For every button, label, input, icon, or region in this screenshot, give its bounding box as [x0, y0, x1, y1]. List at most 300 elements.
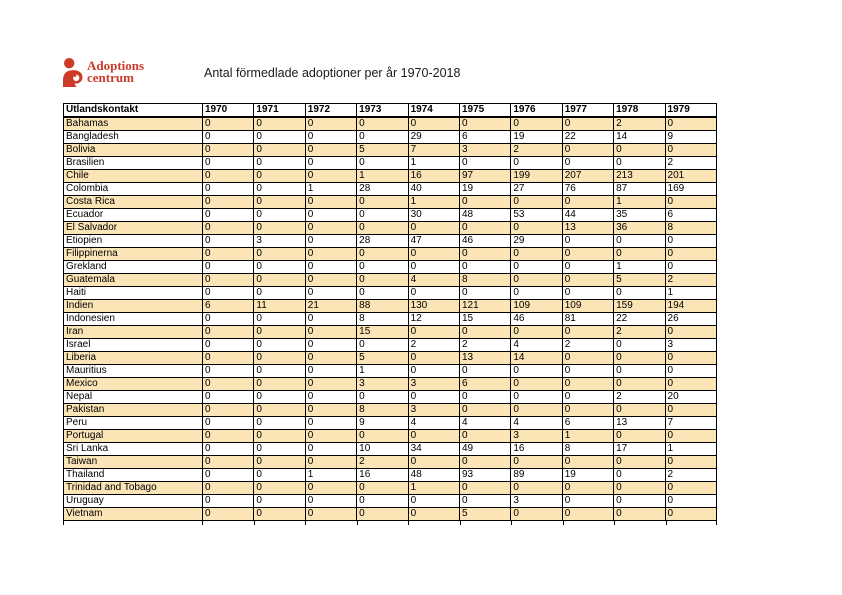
value-cell: 4 [511, 339, 562, 352]
value-cell: 2 [614, 117, 665, 131]
value-cell: 0 [357, 117, 408, 131]
value-cell: 2 [614, 391, 665, 404]
value-cell: 0 [408, 248, 459, 261]
country-cell: Indien [64, 300, 203, 313]
value-cell: 22 [614, 313, 665, 326]
table-row [64, 469, 717, 482]
value-cell: 0 [203, 287, 254, 300]
grid-tick [63, 521, 64, 525]
value-cell: 0 [203, 339, 254, 352]
value-cell: 0 [203, 326, 254, 339]
country-cell: Israel [64, 339, 203, 352]
adoptionscentrum-logo [62, 57, 144, 87]
value-cell: 0 [408, 261, 459, 274]
value-cell: 2 [408, 339, 459, 352]
table-head [64, 104, 717, 118]
value-cell: 1 [408, 482, 459, 495]
value-cell: 0 [357, 339, 408, 352]
value-cell: 0 [562, 144, 613, 157]
country-cell: Portugal [64, 430, 203, 443]
value-cell: 0 [254, 117, 305, 131]
value-cell: 0 [254, 404, 305, 417]
value-cell: 36 [614, 222, 665, 235]
value-cell: 1 [357, 365, 408, 378]
value-cell: 0 [614, 378, 665, 391]
value-cell: 0 [562, 287, 613, 300]
adoptionscentrum-logo-icon [62, 58, 83, 87]
value-cell: 29 [408, 131, 459, 144]
value-cell: 9 [357, 417, 408, 430]
value-cell: 0 [254, 482, 305, 495]
value-cell: 213 [614, 170, 665, 183]
value-cell: 3 [511, 495, 562, 508]
value-cell: 169 [665, 183, 716, 196]
value-cell: 0 [665, 404, 716, 417]
column-header-year-1975: 1975 [459, 104, 510, 118]
column-header-year-1971: 1971 [254, 104, 305, 118]
value-cell: 0 [357, 482, 408, 495]
value-cell: 16 [511, 443, 562, 456]
value-cell: 0 [203, 365, 254, 378]
value-cell: 0 [357, 248, 408, 261]
value-cell: 0 [562, 365, 613, 378]
table-row [64, 196, 717, 209]
value-cell: 0 [511, 222, 562, 235]
value-cell: 0 [614, 144, 665, 157]
value-cell: 0 [614, 248, 665, 261]
value-cell: 0 [511, 248, 562, 261]
value-cell: 0 [614, 339, 665, 352]
value-cell: 0 [459, 456, 510, 469]
table-row [64, 339, 717, 352]
value-cell: 0 [562, 482, 613, 495]
country-cell: Iran [64, 326, 203, 339]
value-cell: 0 [408, 287, 459, 300]
table-row [64, 508, 717, 521]
value-cell: 0 [305, 391, 356, 404]
adoptions-table [63, 103, 717, 521]
value-cell: 0 [459, 365, 510, 378]
value-cell: 3 [511, 430, 562, 443]
logo-line-1: Adoptions [87, 58, 145, 73]
grid-tick [305, 521, 306, 525]
country-cell: Peru [64, 417, 203, 430]
value-cell: 0 [203, 261, 254, 274]
value-cell: 8 [459, 274, 510, 287]
value-cell: 28 [357, 235, 408, 248]
value-cell: 0 [511, 326, 562, 339]
table-body [64, 117, 717, 521]
table-row [64, 352, 717, 365]
table-row [64, 183, 717, 196]
value-cell: 0 [614, 469, 665, 482]
grid-tick [716, 521, 717, 525]
value-cell: 0 [203, 352, 254, 365]
value-cell: 0 [562, 117, 613, 131]
value-cell: 17 [614, 443, 665, 456]
table-row [64, 261, 717, 274]
value-cell: 1 [305, 183, 356, 196]
value-cell: 0 [511, 157, 562, 170]
value-cell: 0 [203, 482, 254, 495]
value-cell: 0 [408, 495, 459, 508]
value-cell: 0 [665, 117, 716, 131]
value-cell: 0 [357, 391, 408, 404]
value-cell: 0 [305, 170, 356, 183]
value-cell: 0 [614, 235, 665, 248]
grid-tick [460, 521, 461, 525]
value-cell: 0 [305, 261, 356, 274]
value-cell: 0 [254, 144, 305, 157]
value-cell: 14 [614, 131, 665, 144]
value-cell: 0 [305, 430, 356, 443]
value-cell: 8 [357, 313, 408, 326]
value-cell: 0 [203, 144, 254, 157]
value-cell: 4 [408, 417, 459, 430]
value-cell: 48 [459, 209, 510, 222]
value-cell: 0 [305, 248, 356, 261]
value-cell: 0 [562, 326, 613, 339]
value-cell: 0 [305, 495, 356, 508]
country-cell: Trinidad and Tobago [64, 482, 203, 495]
value-cell: 0 [254, 417, 305, 430]
country-cell: Haiti [64, 287, 203, 300]
value-cell: 0 [203, 248, 254, 261]
value-cell: 0 [203, 508, 254, 521]
value-cell: 0 [459, 261, 510, 274]
value-cell: 1 [614, 261, 665, 274]
value-cell: 0 [305, 196, 356, 209]
table-row [64, 209, 717, 222]
country-cell: Thailand [64, 469, 203, 482]
value-cell: 0 [203, 404, 254, 417]
value-cell: 0 [459, 430, 510, 443]
value-cell: 9 [665, 131, 716, 144]
value-cell: 0 [254, 365, 305, 378]
value-cell: 0 [203, 131, 254, 144]
value-cell: 0 [305, 144, 356, 157]
value-cell: 93 [459, 469, 510, 482]
value-cell: 0 [305, 508, 356, 521]
value-cell: 0 [562, 274, 613, 287]
value-cell: 0 [203, 117, 254, 131]
value-cell: 0 [357, 209, 408, 222]
logo-line-2: centrum [87, 70, 134, 85]
value-cell: 130 [408, 300, 459, 313]
value-cell: 13 [459, 352, 510, 365]
value-cell: 97 [459, 170, 510, 183]
table-row [64, 117, 717, 131]
country-cell: Ecuador [64, 209, 203, 222]
country-cell: Guatemala [64, 274, 203, 287]
value-cell: 0 [254, 469, 305, 482]
value-cell: 0 [254, 508, 305, 521]
value-cell: 0 [203, 157, 254, 170]
grid-tick [614, 521, 615, 525]
value-cell: 0 [665, 456, 716, 469]
table-row [64, 248, 717, 261]
value-cell: 0 [562, 157, 613, 170]
table-row [64, 482, 717, 495]
value-cell: 20 [665, 391, 716, 404]
value-cell: 0 [459, 196, 510, 209]
value-cell: 40 [408, 183, 459, 196]
value-cell: 0 [357, 508, 408, 521]
table-row [64, 131, 717, 144]
value-cell: 0 [203, 170, 254, 183]
value-cell: 0 [665, 378, 716, 391]
table-row [64, 417, 717, 430]
value-cell: 34 [408, 443, 459, 456]
value-cell: 0 [305, 313, 356, 326]
value-cell: 0 [562, 456, 613, 469]
value-cell: 53 [511, 209, 562, 222]
table-row [64, 443, 717, 456]
value-cell: 0 [305, 117, 356, 131]
value-cell: 0 [357, 261, 408, 274]
value-cell: 0 [459, 248, 510, 261]
table-continuation-ticks [63, 521, 717, 525]
value-cell: 0 [459, 117, 510, 131]
grid-tick [357, 521, 358, 525]
value-cell: 0 [614, 456, 665, 469]
value-cell: 46 [459, 235, 510, 248]
value-cell: 1 [408, 196, 459, 209]
value-cell: 1 [357, 170, 408, 183]
value-cell: 11 [254, 300, 305, 313]
value-cell: 14 [511, 352, 562, 365]
value-cell: 0 [665, 365, 716, 378]
value-cell: 8 [357, 404, 408, 417]
value-cell: 76 [562, 183, 613, 196]
value-cell: 0 [562, 261, 613, 274]
value-cell: 0 [614, 352, 665, 365]
value-cell: 0 [408, 430, 459, 443]
value-cell: 2 [665, 469, 716, 482]
column-header-year-1979: 1979 [665, 104, 716, 118]
grid-tick [666, 521, 667, 525]
value-cell: 0 [614, 157, 665, 170]
value-cell: 0 [408, 117, 459, 131]
value-cell: 0 [203, 209, 254, 222]
value-cell: 88 [357, 300, 408, 313]
table-row [64, 456, 717, 469]
value-cell: 0 [357, 274, 408, 287]
value-cell: 0 [511, 404, 562, 417]
value-cell: 0 [614, 365, 665, 378]
country-cell: Bangladesh [64, 131, 203, 144]
value-cell: 3 [357, 378, 408, 391]
value-cell: 0 [357, 495, 408, 508]
table-row [64, 235, 717, 248]
value-cell: 0 [665, 430, 716, 443]
value-cell: 16 [357, 469, 408, 482]
value-cell: 2 [665, 157, 716, 170]
table-row [64, 300, 717, 313]
table-row [64, 157, 717, 170]
value-cell: 0 [562, 248, 613, 261]
country-cell: Mexico [64, 378, 203, 391]
table-row [64, 313, 717, 326]
value-cell: 0 [459, 287, 510, 300]
value-cell: 0 [305, 157, 356, 170]
value-cell: 19 [459, 183, 510, 196]
value-cell: 89 [511, 469, 562, 482]
value-cell: 0 [408, 326, 459, 339]
value-cell: 0 [254, 170, 305, 183]
value-cell: 0 [254, 274, 305, 287]
column-header-year-1973: 1973 [357, 104, 408, 118]
value-cell: 7 [408, 144, 459, 157]
value-cell: 1 [614, 196, 665, 209]
column-header-year-1977: 1977 [562, 104, 613, 118]
table-row [64, 430, 717, 443]
value-cell: 0 [665, 196, 716, 209]
value-cell: 0 [459, 391, 510, 404]
value-cell: 5 [459, 508, 510, 521]
value-cell: 0 [254, 313, 305, 326]
column-header-utlandskontakt: Utlandskontakt [64, 104, 203, 118]
value-cell: 28 [357, 183, 408, 196]
table-row [64, 404, 717, 417]
value-cell: 0 [614, 495, 665, 508]
value-cell: 0 [254, 157, 305, 170]
value-cell: 0 [357, 157, 408, 170]
grid-tick [511, 521, 512, 525]
value-cell: 0 [203, 313, 254, 326]
country-cell: El Salvador [64, 222, 203, 235]
column-header-year-1978: 1978 [614, 104, 665, 118]
value-cell: 0 [562, 495, 613, 508]
value-cell: 0 [305, 287, 356, 300]
value-cell: 0 [305, 131, 356, 144]
value-cell: 47 [408, 235, 459, 248]
value-cell: 0 [203, 456, 254, 469]
table-row [64, 287, 717, 300]
value-cell: 0 [305, 326, 356, 339]
value-cell: 0 [203, 391, 254, 404]
value-cell: 0 [511, 261, 562, 274]
value-cell: 0 [511, 456, 562, 469]
page-title: Antal förmedlade adoptioner per år 1970-2018 [204, 66, 461, 80]
value-cell: 0 [254, 326, 305, 339]
value-cell: 0 [254, 248, 305, 261]
value-cell: 0 [203, 222, 254, 235]
value-cell: 0 [562, 235, 613, 248]
country-cell: Filippinerna [64, 248, 203, 261]
value-cell: 0 [665, 326, 716, 339]
value-cell: 46 [511, 313, 562, 326]
value-cell: 3 [665, 339, 716, 352]
value-cell: 0 [614, 404, 665, 417]
value-cell: 0 [254, 222, 305, 235]
value-cell: 0 [305, 443, 356, 456]
value-cell: 0 [203, 274, 254, 287]
value-cell: 109 [562, 300, 613, 313]
value-cell: 0 [254, 495, 305, 508]
value-cell: 22 [562, 131, 613, 144]
value-cell: 0 [305, 456, 356, 469]
country-cell: Nepal [64, 391, 203, 404]
value-cell: 2 [459, 339, 510, 352]
value-cell: 4 [408, 274, 459, 287]
country-cell: Indonesien [64, 313, 203, 326]
value-cell: 0 [511, 508, 562, 521]
value-cell: 109 [511, 300, 562, 313]
value-cell: 0 [357, 196, 408, 209]
value-cell: 0 [357, 131, 408, 144]
value-cell: 29 [511, 235, 562, 248]
value-cell: 0 [203, 235, 254, 248]
value-cell: 0 [254, 196, 305, 209]
value-cell: 207 [562, 170, 613, 183]
value-cell: 0 [459, 404, 510, 417]
value-cell: 15 [459, 313, 510, 326]
value-cell: 194 [665, 300, 716, 313]
value-cell: 0 [562, 404, 613, 417]
country-cell: Colombia [64, 183, 203, 196]
value-cell: 1 [665, 287, 716, 300]
value-cell: 0 [511, 482, 562, 495]
value-cell: 0 [408, 508, 459, 521]
grid-tick [202, 521, 203, 525]
value-cell: 6 [459, 378, 510, 391]
value-cell: 0 [511, 365, 562, 378]
table-header-row [64, 104, 717, 118]
country-cell: Bolivia [64, 144, 203, 157]
value-cell: 1 [305, 469, 356, 482]
table-row [64, 391, 717, 404]
value-cell: 159 [614, 300, 665, 313]
value-cell: 121 [459, 300, 510, 313]
value-cell: 2 [665, 274, 716, 287]
value-cell: 0 [254, 131, 305, 144]
country-cell: Bahamas [64, 117, 203, 131]
value-cell: 5 [357, 352, 408, 365]
value-cell: 0 [511, 196, 562, 209]
value-cell: 0 [562, 378, 613, 391]
value-cell: 199 [511, 170, 562, 183]
country-cell: Chile [64, 170, 203, 183]
value-cell: 87 [614, 183, 665, 196]
value-cell: 0 [203, 430, 254, 443]
value-cell: 0 [459, 326, 510, 339]
country-cell: Etiopien [64, 235, 203, 248]
country-cell: Uruguay [64, 495, 203, 508]
value-cell: 0 [305, 274, 356, 287]
value-cell: 16 [408, 170, 459, 183]
value-cell: 6 [459, 131, 510, 144]
value-cell: 0 [254, 209, 305, 222]
value-cell: 21 [305, 300, 356, 313]
table-row [64, 274, 717, 287]
table-row [64, 495, 717, 508]
value-cell: 0 [305, 482, 356, 495]
table-row [64, 378, 717, 391]
value-cell: 0 [614, 287, 665, 300]
column-header-year-1974: 1974 [408, 104, 459, 118]
value-cell: 7 [665, 417, 716, 430]
value-cell: 0 [254, 287, 305, 300]
value-cell: 6 [562, 417, 613, 430]
value-cell: 0 [614, 482, 665, 495]
value-cell: 0 [203, 495, 254, 508]
column-header-year-1972: 1972 [305, 104, 356, 118]
value-cell: 6 [203, 300, 254, 313]
value-cell: 5 [357, 144, 408, 157]
value-cell: 12 [408, 313, 459, 326]
value-cell: 0 [254, 378, 305, 391]
